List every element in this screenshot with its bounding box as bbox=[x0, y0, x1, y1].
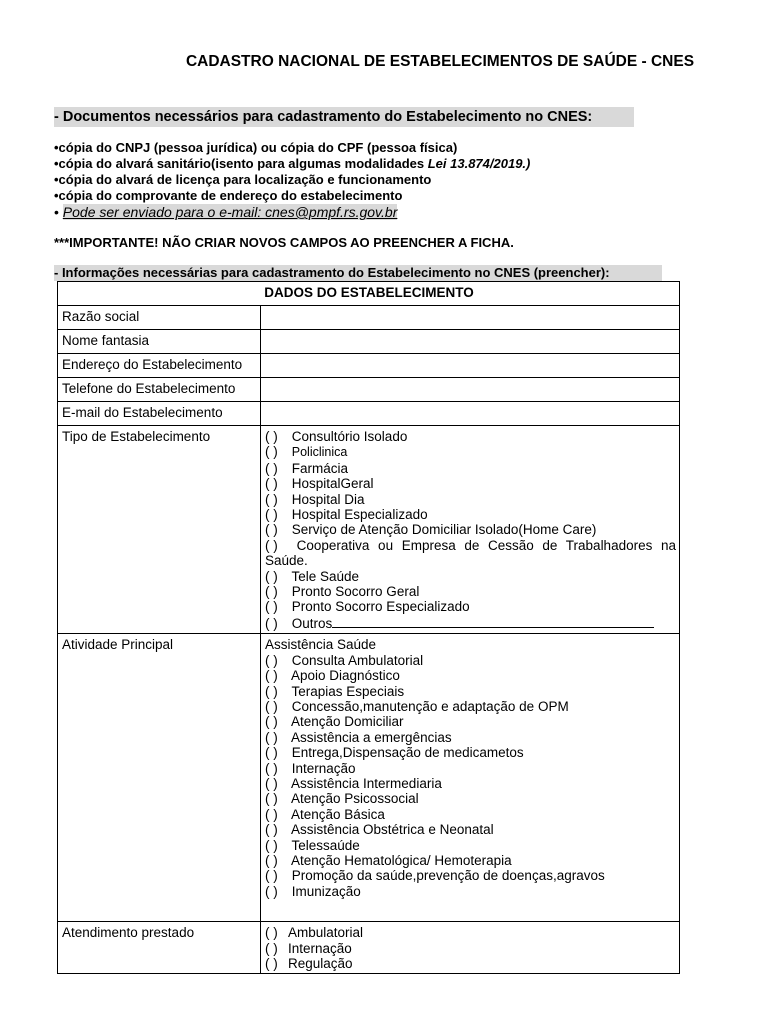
table-row bbox=[58, 426, 680, 634]
documents-heading: - Documentos necessários para cadastramento do Estabelecimento no CNES: bbox=[54, 107, 634, 127]
checkbox-paren: ( ) bbox=[265, 883, 278, 899]
checkbox-paren: ( ) bbox=[265, 806, 278, 822]
checkbox-paren: ( ) bbox=[265, 837, 278, 853]
atividade-option[interactable]: ( ) Internação bbox=[265, 760, 356, 776]
field-label-nome-fantasia: Nome fantasia bbox=[58, 330, 261, 354]
checkbox-paren: ( ) bbox=[265, 668, 278, 684]
atividade-option[interactable]: ( ) Consulta Ambulatorial bbox=[265, 652, 424, 668]
table-row bbox=[58, 354, 680, 378]
checkbox-paren: ( ) bbox=[265, 444, 278, 460]
atividade-option[interactable]: ( ) Terapias Especiais bbox=[265, 683, 405, 699]
email-note[interactable]: Pode ser enviado para o e-mail: cnes@pmpf.rs.gov.br bbox=[62, 204, 398, 220]
tipo-options bbox=[261, 426, 680, 634]
checkbox-paren: ( ) bbox=[265, 568, 278, 584]
document-item-alvara-sanitario bbox=[54, 156, 530, 172]
checkbox-paren: ( ) bbox=[265, 745, 278, 761]
field-label-tipo: Tipo de Estabelecimento bbox=[58, 426, 261, 634]
tipo-option[interactable]: ( ) Pronto Socorro Especializado bbox=[265, 599, 470, 615]
checkbox-paren: ( ) bbox=[265, 615, 278, 631]
field-input-endereco[interactable] bbox=[261, 354, 680, 378]
document-item-text: •cópia do alvará sanitário(isento para algumas modalidades bbox=[54, 156, 428, 171]
checkbox-paren: ( ) bbox=[265, 714, 278, 730]
atividade-option[interactable]: ( ) Entrega,Dispensação de medicametos bbox=[265, 745, 524, 761]
checkbox-paren: ( ) bbox=[265, 683, 278, 699]
email-note-line bbox=[54, 204, 530, 221]
table-row bbox=[58, 402, 680, 426]
field-label-email: E-mail do Estabelecimento bbox=[58, 402, 261, 426]
atividade-option[interactable]: ( ) Assistência Intermediaria bbox=[265, 775, 442, 791]
checkbox-paren: ( ) bbox=[265, 522, 278, 538]
atividade-option[interactable]: ( ) Apoio Diagnóstico bbox=[265, 668, 400, 684]
checkbox-paren: ( ) bbox=[265, 460, 278, 476]
table-title: DADOS DO ESTABELECIMENTO bbox=[58, 282, 680, 306]
tipo-option[interactable]: ( ) Pronto Socorro Geral bbox=[265, 584, 420, 600]
checkbox-paren: ( ) bbox=[265, 956, 278, 971]
tipo-option[interactable]: ( ) Farmácia bbox=[265, 460, 349, 476]
field-label-razao-social: Razão social bbox=[58, 306, 261, 330]
law-reference: Lei 13.874/2019.) bbox=[427, 156, 531, 171]
atividade-option[interactable]: ( ) Concessão,manutenção e adaptação de OPM bbox=[265, 698, 569, 714]
checkbox-paren: ( ) bbox=[265, 775, 278, 791]
document-item-cnpj: •cópia do CNPJ (pessoa jurídica) ou cópia do CPF (pessoa física) bbox=[54, 140, 458, 155]
checkbox-paren: ( ) bbox=[265, 729, 278, 745]
important-notice: ***IMPORTANTE! NÃO CRIAR NOVOS CAMPOS AO PREENCHER A FICHA. bbox=[54, 235, 514, 250]
tipo-option[interactable]: ( ) Cooperativa ou Empresa de Cessão de Trabalhadores na Saúde. bbox=[265, 537, 676, 569]
tipo-option[interactable]: ( ) HospitalGeral bbox=[265, 476, 374, 492]
atividade-option[interactable]: ( ) Atenção Psicossocial bbox=[265, 791, 419, 807]
tipo-option-outros[interactable]: ( ) Outros bbox=[265, 615, 676, 631]
atividade-option[interactable]: ( ) Imunização bbox=[265, 883, 361, 899]
table-row bbox=[58, 634, 680, 922]
checkbox-paren: ( ) bbox=[265, 491, 278, 507]
field-label-atividade: Atividade Principal bbox=[58, 634, 261, 922]
atendimento-option[interactable]: ( ) Ambulatorial bbox=[265, 925, 364, 941]
atividade-option[interactable]: ( ) Telessaúde bbox=[265, 837, 360, 853]
field-input-email[interactable] bbox=[261, 402, 680, 426]
checkbox-paren: ( ) bbox=[265, 852, 278, 868]
field-input-telefone[interactable] bbox=[261, 378, 680, 402]
field-input-nome-fantasia[interactable] bbox=[261, 330, 680, 354]
tipo-option[interactable]: ( ) Hospital Dia bbox=[265, 491, 365, 507]
atividade-group-label: Assistência Saúde bbox=[265, 637, 377, 653]
tipo-option[interactable]: ( ) Serviço de Atenção Domiciliar Isolado(Home Care) bbox=[265, 522, 597, 538]
checkbox-paren: ( ) bbox=[265, 537, 278, 553]
checkbox-paren: ( ) bbox=[265, 599, 278, 615]
field-input-razao-social[interactable] bbox=[261, 306, 680, 330]
checkbox-paren: ( ) bbox=[265, 507, 278, 523]
atendimento-option[interactable]: ( ) Internação bbox=[265, 940, 352, 956]
tipo-option[interactable]: ( ) Hospital Especializado bbox=[265, 507, 428, 523]
outros-blank-line[interactable] bbox=[332, 615, 654, 628]
tipo-option[interactable]: ( ) Tele Saúde bbox=[265, 568, 360, 584]
checkbox-paren: ( ) bbox=[265, 925, 278, 941]
field-label-atendimento: Atendimento prestado bbox=[58, 922, 261, 974]
checkbox-paren: ( ) bbox=[265, 791, 278, 807]
checkbox-paren: ( ) bbox=[265, 822, 278, 838]
checkbox-paren: ( ) bbox=[265, 868, 278, 884]
checkbox-paren: ( ) bbox=[265, 476, 278, 492]
tipo-option[interactable]: ( ) Consultório Isolado bbox=[265, 429, 408, 444]
checkbox-paren: ( ) bbox=[265, 760, 278, 776]
checkbox-paren: ( ) bbox=[265, 698, 278, 714]
atividade-option[interactable]: ( ) Assistência Obstétrica e Neonatal bbox=[265, 822, 494, 838]
documents-list bbox=[54, 140, 530, 221]
document-item-comprovante: •cópia do comprovante de endereço do estabelecimento bbox=[54, 188, 403, 203]
atividade-option[interactable]: ( ) Assistência a emergências bbox=[265, 729, 452, 745]
atendimento-option[interactable]: ( ) Regulação bbox=[265, 956, 353, 971]
tipo-option[interactable]: ( ) Policlinica bbox=[265, 444, 348, 460]
table-row bbox=[58, 306, 680, 330]
document-item-alvara-licenca: •cópia do alvará de licença para localização e funcionamento bbox=[54, 172, 432, 187]
checkbox-paren: ( ) bbox=[265, 940, 278, 956]
establishment-form-table bbox=[57, 281, 680, 974]
atividade-option[interactable]: ( ) Atenção Hematológica/ Hemoterapia bbox=[265, 852, 512, 868]
email-bullet: • bbox=[54, 204, 63, 220]
field-label-telefone: Telefone do Estabelecimento bbox=[58, 378, 261, 402]
atividade-options bbox=[261, 634, 680, 922]
checkbox-paren: ( ) bbox=[265, 652, 278, 668]
checkbox-paren: ( ) bbox=[265, 584, 278, 600]
atividade-option[interactable]: ( ) Promoção da saúde,prevenção de doenças,agravos bbox=[265, 868, 605, 884]
atividade-option[interactable]: ( ) Atenção Domiciliar bbox=[265, 714, 404, 730]
info-heading: - Informações necessárias para cadastramento do Estabelecimento no CNES (preencher): bbox=[54, 265, 662, 281]
field-label-endereco: Endereço do Estabelecimento bbox=[58, 354, 261, 378]
table-row bbox=[58, 330, 680, 354]
checkbox-paren: ( ) bbox=[265, 429, 278, 444]
atendimento-options bbox=[261, 922, 680, 974]
table-row bbox=[58, 378, 680, 402]
page-title: CADASTRO NACIONAL DE ESTABELECIMENTOS DE SAÚDE - CNES bbox=[185, 53, 695, 70]
table-row bbox=[58, 922, 680, 974]
atividade-option[interactable]: ( ) Atenção Básica bbox=[265, 806, 385, 822]
